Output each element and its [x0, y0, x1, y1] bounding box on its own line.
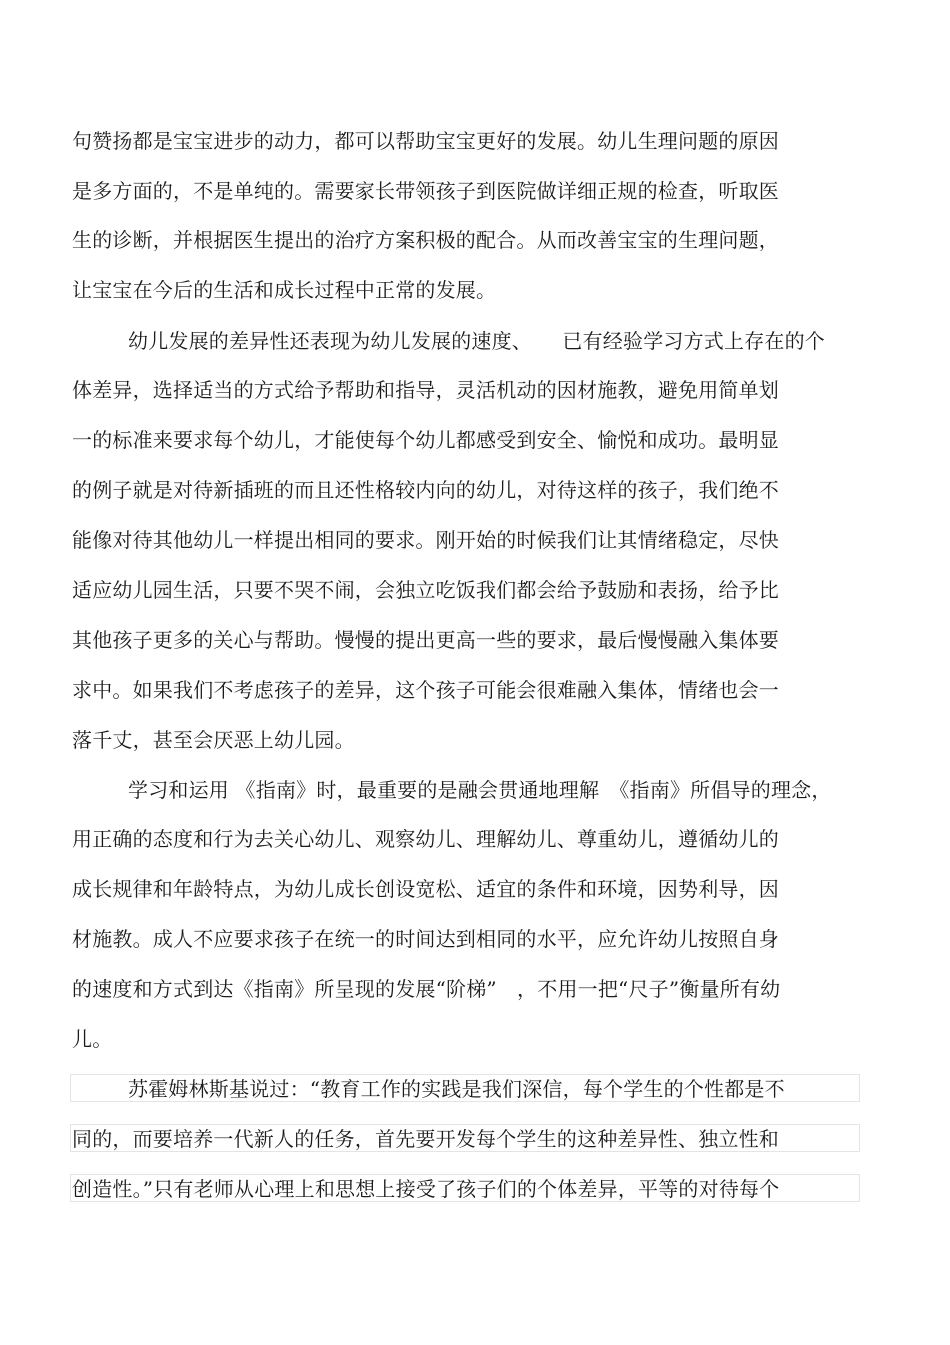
text-line: 是多方面的，不是单纯的。需要家长带领孩子到医院做详细正规的检查，听取医: [72, 179, 779, 203]
text-line: 成长规律和年龄特点，为幼儿成长创设宽松、适宜的条件和环境，因势利导，因: [72, 877, 779, 901]
text-line: 的例子就是对待新插班的而且还性格较内向的幼儿，对待这样的孩子，我们绝不: [72, 478, 779, 502]
text-line: 体差异，选择适当的方式给予帮助和指导，灵活机动的因材施教，避免用简单划: [72, 378, 779, 402]
text-line: 同的，而要培养一代新人的任务，首先要开发每个学生的这种差异性、独立性和: [72, 1127, 779, 1151]
text-line: 句赞扬都是宝宝进步的动力，都可以帮助宝宝更好的发展。幼儿生理问题的原因: [72, 129, 779, 153]
text-line: 创造性。”只有老师从心理上和思想上接受了孩子们的个体差异，平等的对待每个: [72, 1177, 780, 1201]
text-line: 其他孩子更多的关心与帮助。慢慢的提出更高一些的要求，最后慢慢融入集体要: [72, 628, 779, 652]
text-line: 落千丈，甚至会厌恶上幼儿园。: [72, 728, 355, 752]
text-line: 苏霍姆林斯基说过：“教育工作的实践是我们深信，每个学生的个性都是不: [128, 1077, 785, 1101]
text-line: 的速度和方式到达《指南》所呈现的发展“阶梯” ，不用一把“尺子”衡量所有幼: [72, 977, 781, 1001]
text-line: 生的诊断，并根据医生提出的治疗方案积极的配合。从而改善宝宝的生理问题，: [72, 228, 779, 252]
text-line: 求中。如果我们不考虑孩子的差异，这个孩子可能会很难融入集体，情绪也会一: [72, 678, 779, 702]
text-line: 能像对待其他幼儿一样提出相同的要求。刚开始的时候我们让其情绪稳定，尽快: [72, 528, 779, 552]
text-line: 用正确的态度和行为去关心幼儿、观察幼儿、理解幼儿、尊重幼儿，遵循幼儿的: [72, 827, 779, 851]
text-line: 幼儿发展的差异性还表现为幼儿发展的速度、 已有经验学习方式上存在的个: [128, 329, 825, 353]
text-line: 让宝宝在今后的生活和成长过程中正常的发展。: [72, 278, 497, 302]
text-line: 适应幼儿园生活，只要不哭不闹，会独立吃饭我们都会给予鼓励和表扬，给予比: [72, 578, 779, 602]
text-line: 学习和运用 《指南》时，最重要的是融会贯通地理解 《指南》所倡导的理念，: [128, 778, 832, 802]
text-line: 材施教。成人不应要求孩子在统一的时间达到相同的水平，应允许幼儿按照自身: [72, 927, 779, 951]
text-line: 一的标准来要求每个幼儿，才能使每个幼儿都感受到安全、愉悦和成功。最明显: [72, 428, 779, 452]
text-line: 儿。: [72, 1027, 113, 1051]
